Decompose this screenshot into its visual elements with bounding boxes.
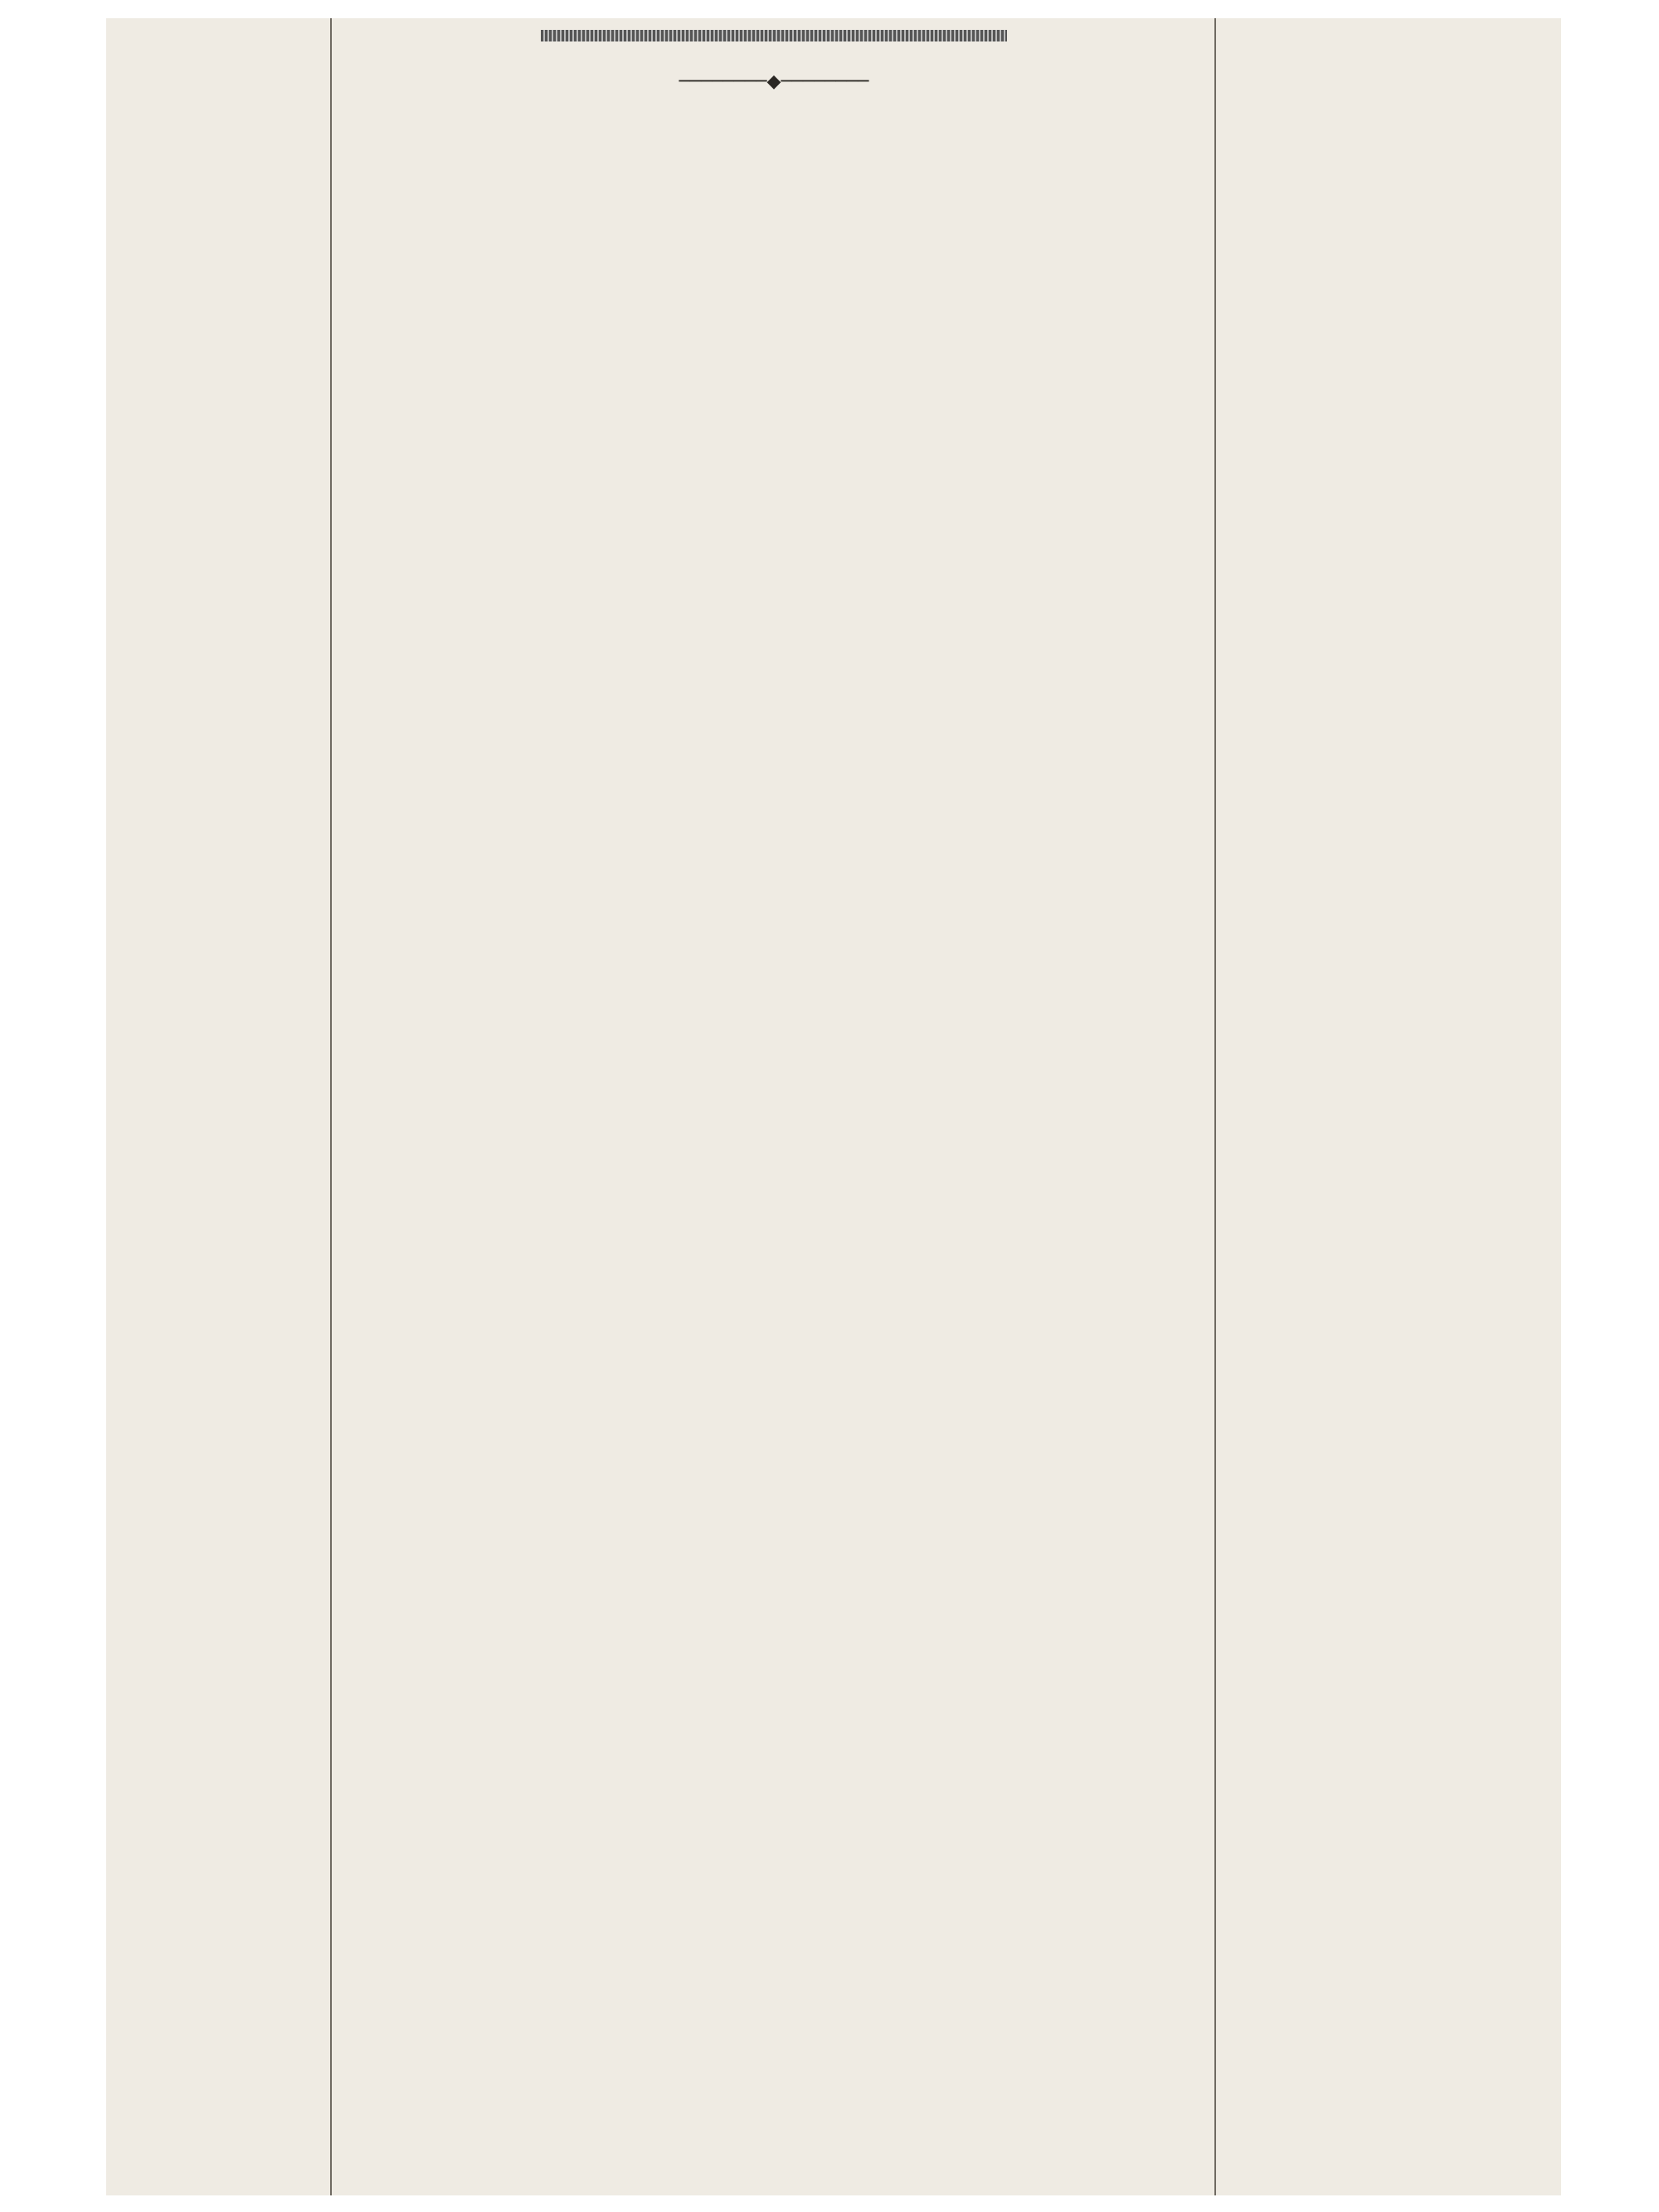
center-column: [342, 18, 1206, 2195]
column-rule: [330, 18, 332, 2195]
ornament-divider: ────────◆────────: [679, 71, 869, 92]
right-column: [1226, 18, 1561, 2195]
newspaper-page: [106, 18, 1561, 2195]
column-rule: [1214, 18, 1216, 2195]
decorative-rule: [541, 30, 1007, 41]
left-column: [106, 18, 324, 2195]
